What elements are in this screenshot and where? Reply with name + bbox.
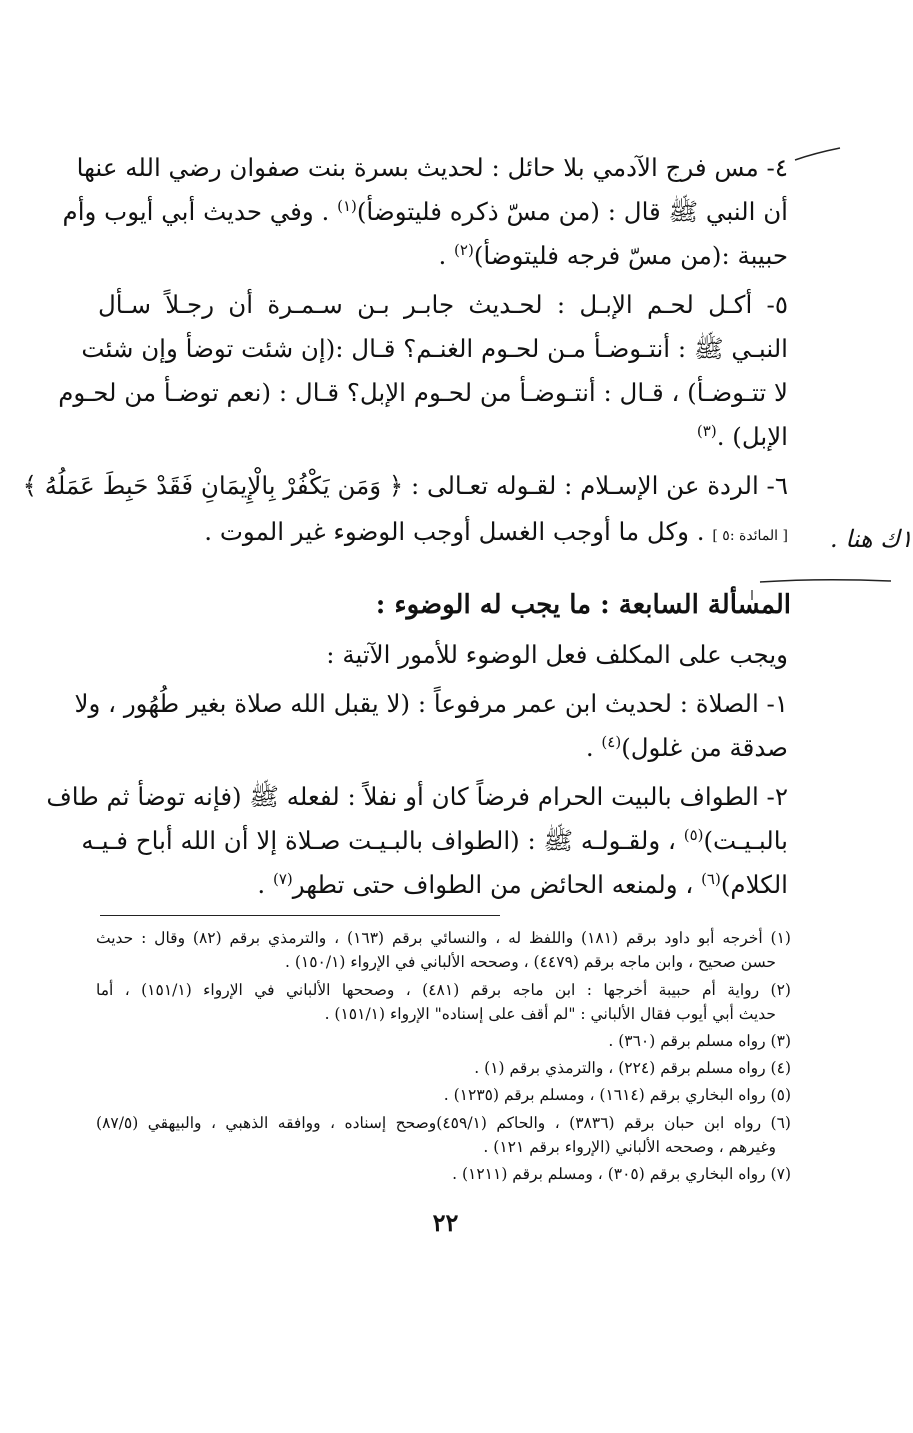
body-line-13: ٢- الطواف بالبيت الحرام فرضاً كان أو نفلاً : لفعله ﷺ (فإنه توضأ ثم طاف [46, 782, 788, 811]
body-line-8: ٦- الردة عن الإسـلام : لقـوله تعـالى : ﴿ وَمَن يَكْفُرْ بِالْإِيمَانِ فَقَدْ حَبِطَ عَمَلُهُ ﴾ [22, 471, 788, 500]
footnote-ref-4[interactable]: (٤) [601, 732, 622, 751]
footnote-4: (٤) رواه مسلم برقم (٢٢٤) ، والترمذي برقم (١) . [474, 1059, 791, 1077]
body-line-5: النبـي ﷺ : أنتـوضـأ مـن لحـوم الغنـم؟ قـال :(إن شئت توضأ وإن شئت [81, 334, 788, 363]
footnote-separator [100, 915, 500, 916]
quran-reference: [ المائدة :٥ ] [712, 528, 788, 544]
body-line-4: ٥- أكـل لحـم الإبـل : لحـديث جابـر بـن سـمـرة أن رجـلاً سـأل [98, 290, 788, 319]
footnote-2-line-2: حديث أبي أيوب فقال الألباني : "لم أقف على إسناده" الإرواء (١٥١/١) . [324, 1005, 776, 1023]
section-heading: المسألة السابعة : ما يجب له الوضوء : [375, 590, 791, 620]
footnote-2-line-1: (٢) رواية أم حبيبة أخرجها : ابن ماجه برقم (٤٨١) ، وصححها الألباني في الإرواء (١٥١/١) ، أما [96, 981, 791, 999]
body-line-2: أن النبي ﷺ قال : (من مسّ ذكره فليتوضأ)$^{(١)}$ . وفي حديث أبي أيوب وأم [62, 196, 788, 226]
footnote-1-line-2: حسن صحيح ، وابن ماجه برقم (٤٤٧٩) ، وصححه الألباني في الإرواء (١٥٠/١) . [284, 953, 776, 971]
footnote-ref-3[interactable]: (٣) [696, 421, 717, 440]
handwritten-note: ١ك هنا . [830, 525, 913, 553]
footnote-6-line-2: وغيرهم ، وصححه الألباني (الإرواء برقم ١٢١) . [483, 1138, 776, 1156]
body-line-1: ٤- مس فرج الآدمي بلا حائل : لحديث بسرة بنت صفوان رضي الله عنها [76, 153, 788, 182]
footnote-ref-1[interactable]: (١) [337, 196, 357, 215]
page-number: ٢٢ [432, 1208, 459, 1237]
footnote-ref-6[interactable]: (٦) [701, 869, 721, 888]
footnote-3: (٣) رواه مسلم برقم (٣٦٠) . [608, 1032, 791, 1050]
body-line-12: صدقة من غلول)$^{(٤)}$ . [585, 732, 788, 762]
footnote-7: (٧) رواه البخاري برقم (٣٠٥) ، ومسلم برقم (١٢١١) . [452, 1165, 791, 1183]
footnote-ref-5[interactable]: (٥) [683, 825, 704, 844]
body-line-14: بالبـيـت)$^{(٥)}$ ، ولقـولـه ﷺ : (الطواف بالبـيـت صـلاة إلا أن الله أباح فـيـه [81, 825, 788, 855]
footnote-ref-2[interactable]: (٢) [454, 240, 474, 259]
footnote-1-line-1: (١) أخرجه أبو داود برقم (١٨١) واللفظ له ، والنسائي برقم (١٦٣) ، والترمذي برقم (٨٢) وقال : حديث [96, 929, 791, 947]
body-line-6: لا تتـوضـأ) ، قـال : أنتـوضـأ من لحـوم الإبل؟ قـال : (نعم توضـأ من لحـوم [58, 378, 788, 407]
body-line-3: حبيبة :(من مسّ فرجه فليتوضأ)$^{(٢)}$ . [438, 240, 788, 270]
body-line-9: [ المائدة :٥ ] . وكل ما أوجب الغسل أوجب الوضوء غير الموت . [204, 517, 788, 546]
footnote-5: (٥) رواه البخاري برقم (١٦١٤) ، ومسلم برقم (١٢٣٥) . [443, 1086, 791, 1104]
body-line-15: الكلام)$^{(٦)}$ ، ولمنعه الحائض من الطواف حتى تطهر$^{(٧)}$ . [257, 869, 788, 899]
body-line-10: ويجب على المكلف فعل الوضوء للأمور الآتية : [326, 640, 788, 669]
body-line-11: ١- الصلاة : لحديث ابن عمر مرفوعاً : (لا يقبل الله صلاة بغير طُهُور ، ولا [74, 689, 788, 718]
body-line-7: الإبل) .$^{(٣)}$ [696, 421, 788, 451]
footnote-6-line-1: (٦) رواه ابن حبان برقم (٣٨٣٦) ، والحاكم (٤٥٩/١)وصحح إسناده ، ووافقه الذهبي ، والبيهقي (٨٧/٥) [96, 1114, 791, 1132]
footnote-ref-7[interactable]: (٧) [272, 869, 293, 888]
